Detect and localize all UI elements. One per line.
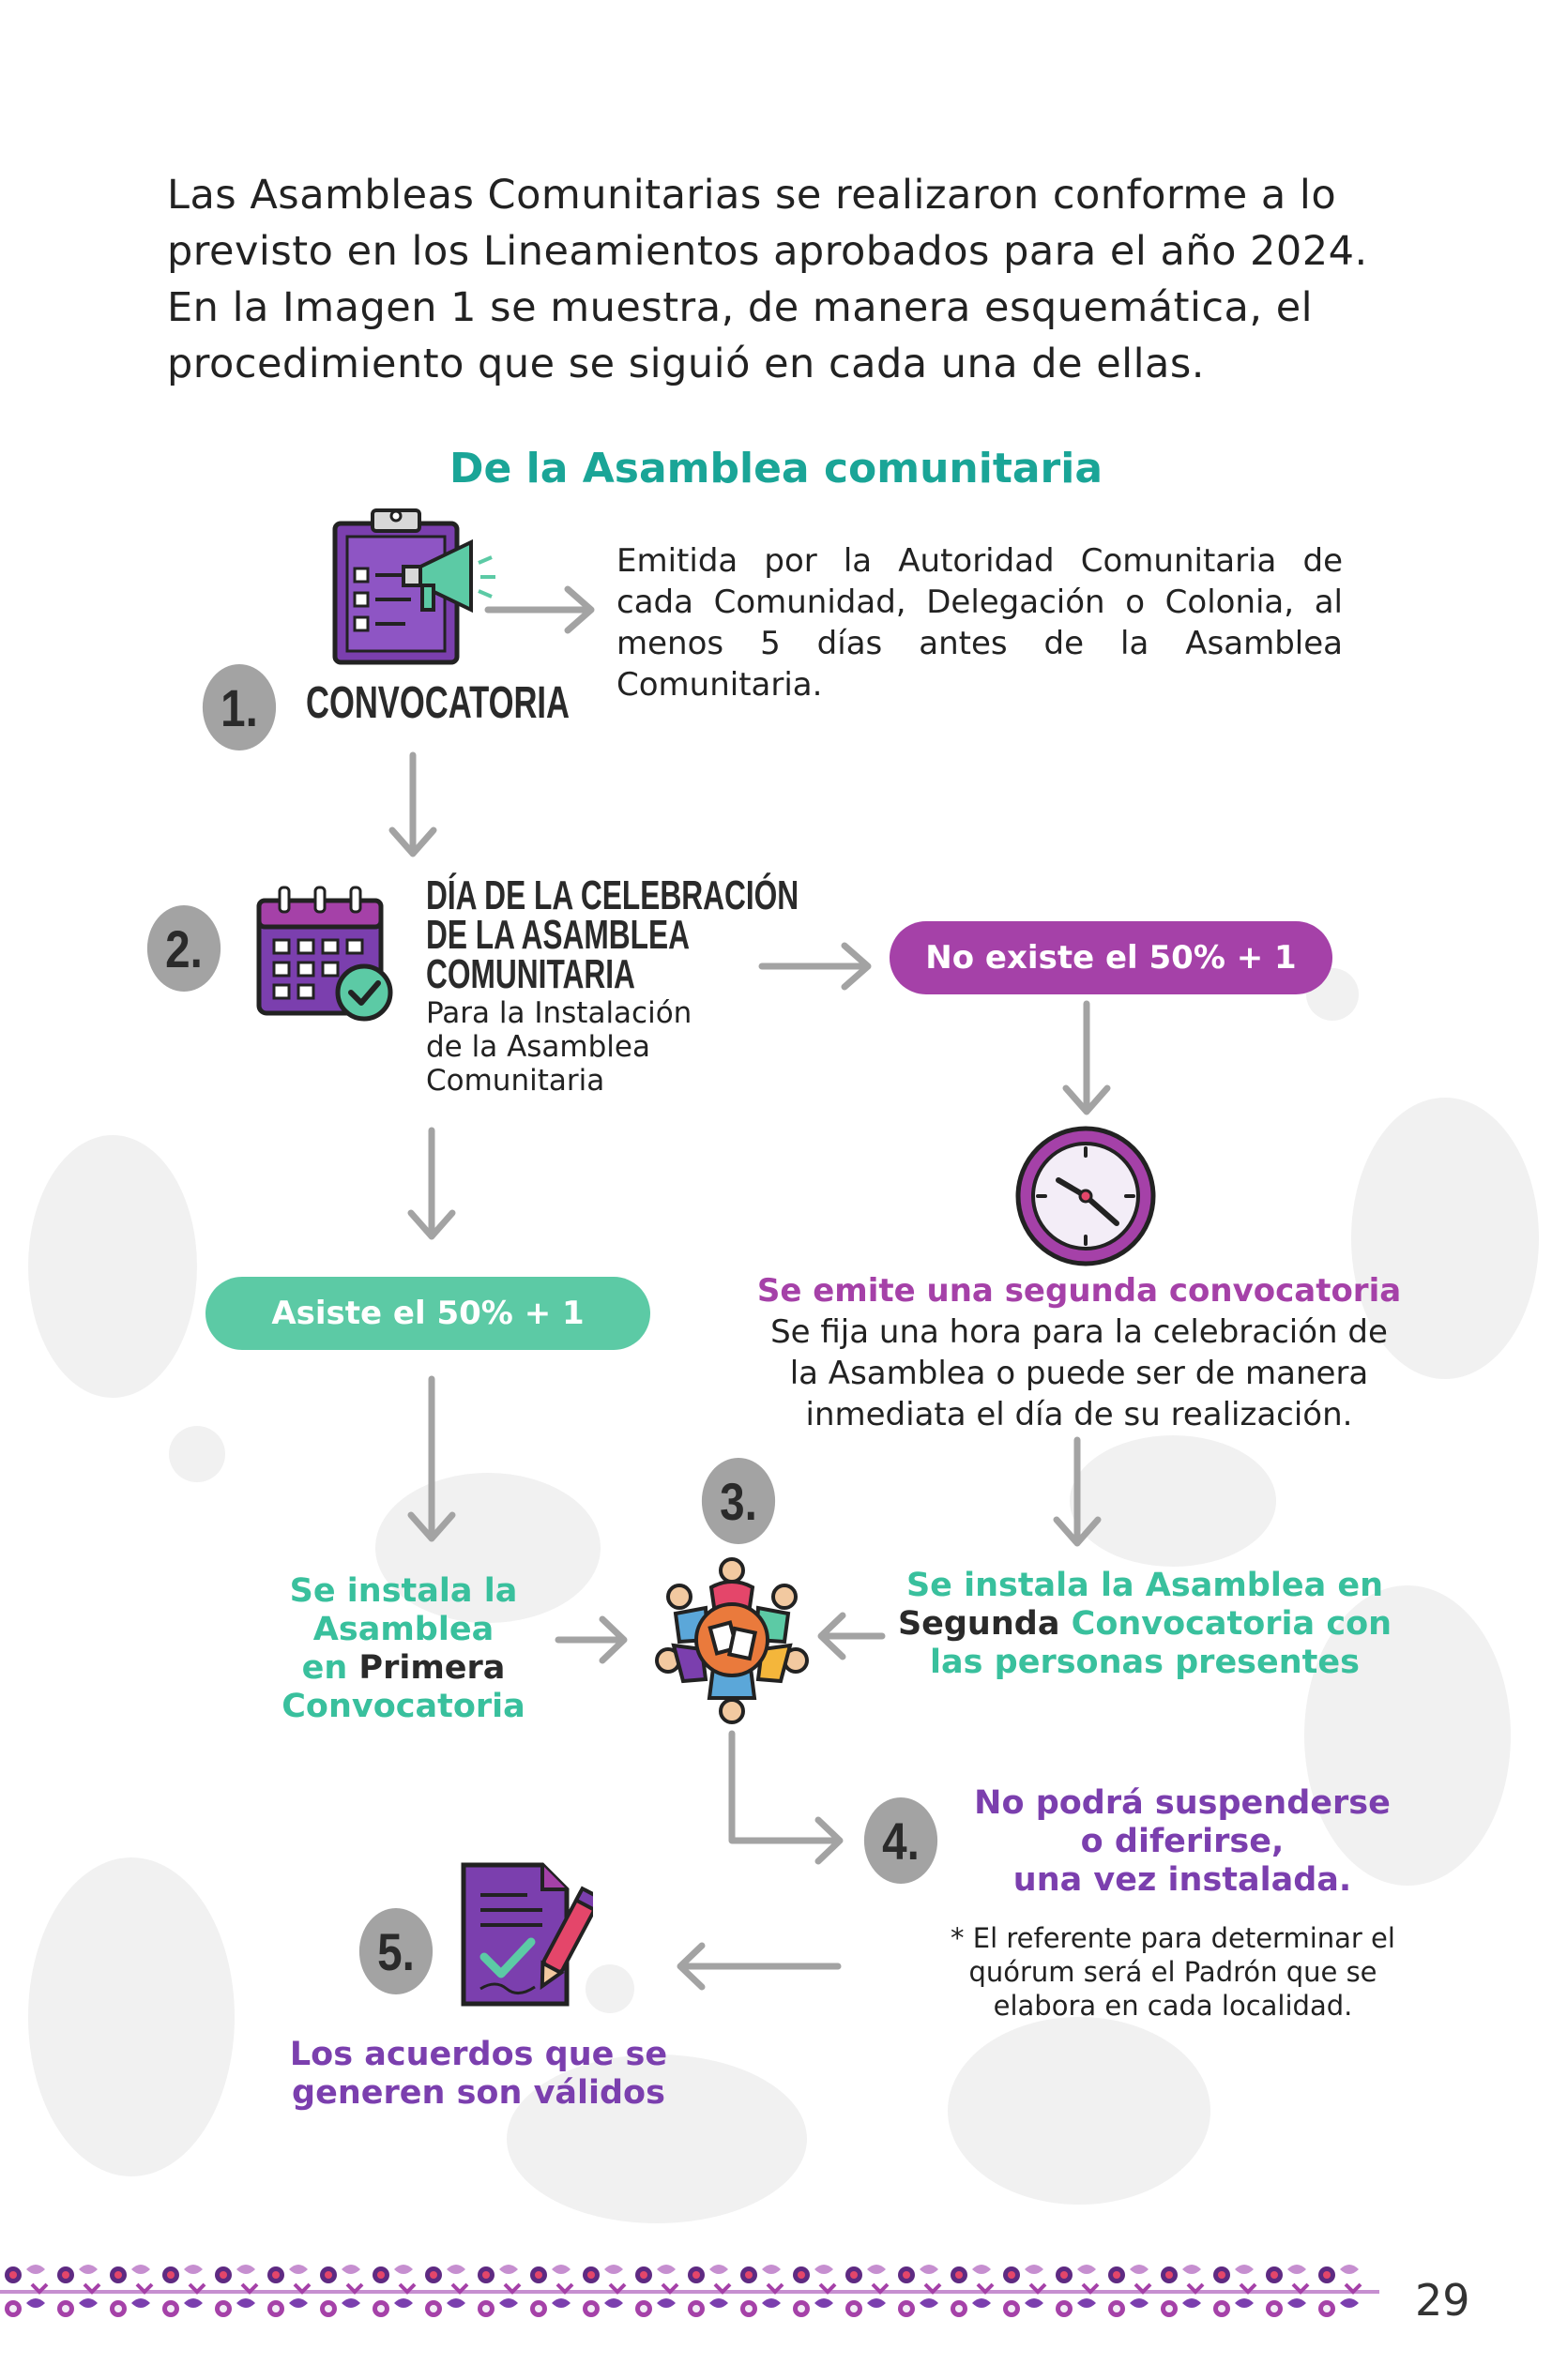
second-call-line: inmediata el día de su realización. [805,1396,1353,1433]
step-2-sub-line: de la Asamblea [426,1030,650,1064]
step-2-label-line: COMUNITARIA [426,951,635,997]
first-install-text [197,1572,610,1726]
step-1-description: Emitida por la Autoridad Comunitaria de cada Comunidad, Delegación o Colonia, al menos 5 días antes de la Asamblea Comunitaria. [616,542,1343,704]
arrow-elbow-icon [732,1734,840,1861]
step-4-note-line: quórum será el Padrón que se [968,1956,1377,1988]
arrow-left-icon [821,1615,882,1657]
step-3-badge: 3. [702,1458,775,1544]
step-5-line: Los acuerdos que se [289,2036,668,2073]
step-4-line: o diferirse, [1080,1823,1285,1860]
arrow-down-icon [392,755,434,854]
first-install-line: Convocatoria [281,1688,525,1725]
step-4-badge: 4. [864,1797,937,1884]
arrow-left-icon [680,1946,838,1987]
step-2-badge: 2. [147,905,221,992]
step-2-label-line: DÍA DE LA CELEBRACIÓN [426,872,799,918]
step-2-sub-line: Para la Instalación [426,996,692,1030]
calendar-check-icon [255,882,396,1023]
quorum-pill: Asiste el 50% + 1 [205,1277,650,1350]
second-call-title: Se emite una segunda convocatoria [756,1272,1402,1310]
second-install-text [891,1567,1398,1682]
step-4-note [901,1921,1445,2023]
second-install-line: las personas presentes [930,1644,1360,1681]
step-4-text [962,1784,1403,1900]
second-install-word: Segunda [897,1605,1060,1643]
people-meeting-icon [655,1557,809,1724]
arrow-down-icon [411,1130,452,1236]
step-4-note-line: elabora en cada localidad. [993,1990,1353,2022]
first-install-line: Se instala la Asamblea [289,1572,518,1648]
intro-line: procedimiento que se siguió en cada una de ellas. [167,341,1205,387]
embroidery-border [0,2256,1379,2331]
step-4-line: No podrá suspenderse [974,1784,1391,1822]
second-call-line: Se fija una hora para la celebración de [770,1313,1388,1351]
signed-document-icon [458,1859,593,2009]
step-4-note-line: * El referente para determinar el [951,1922,1395,1954]
step-2-sub-line: Comunitaria [426,1064,605,1098]
step-2-label [426,872,799,997]
second-install-line [891,1605,1398,1644]
step-4-line: una vez instalada. [1012,1861,1352,1899]
first-install-word: Primera [358,1649,506,1687]
step-1-label: CONVOCATORIA [306,678,570,728]
second-call-line: la Asamblea o puede ser de manera [789,1355,1369,1392]
step-1-badge: 1. [203,664,276,750]
second-install-word: Convocatoria con [1059,1605,1392,1643]
clipboard-megaphone-icon [330,507,499,666]
no-quorum-pill: No existe el 50% + 1 [890,921,1332,994]
clock-icon [1013,1124,1158,1268]
step-5-line: generen son válidos [292,2074,665,2112]
step-5-text [272,2036,685,2113]
intro-line: Las Asambleas Comunitarias se realizaron conforme a lo [167,172,1337,219]
first-install-line [197,1649,610,1688]
page-number: 29 [1415,2275,1470,2326]
first-install-word: en [301,1649,359,1687]
step-2-label-line: DE LA ASAMBLEA [426,912,691,958]
second-call-block [732,1270,1426,1435]
step-2-sublabel [426,996,692,1098]
arrow-down-icon [1057,1440,1098,1543]
intro-line: previsto en los Lineamientos aprobados para el año 2024. [167,228,1368,275]
second-install-line: Se instala la Asamblea en [905,1567,1384,1604]
arrow-right-icon [488,589,591,630]
diagram-title: De la Asamblea comunitaria [449,445,1103,493]
intro-line: En la Imagen 1 se muestra, de manera esquemática, el [167,284,1314,331]
step-5-badge: 5. [359,1908,433,1994]
arrow-down-icon [1066,1004,1107,1112]
arrow-down-icon [411,1379,452,1539]
